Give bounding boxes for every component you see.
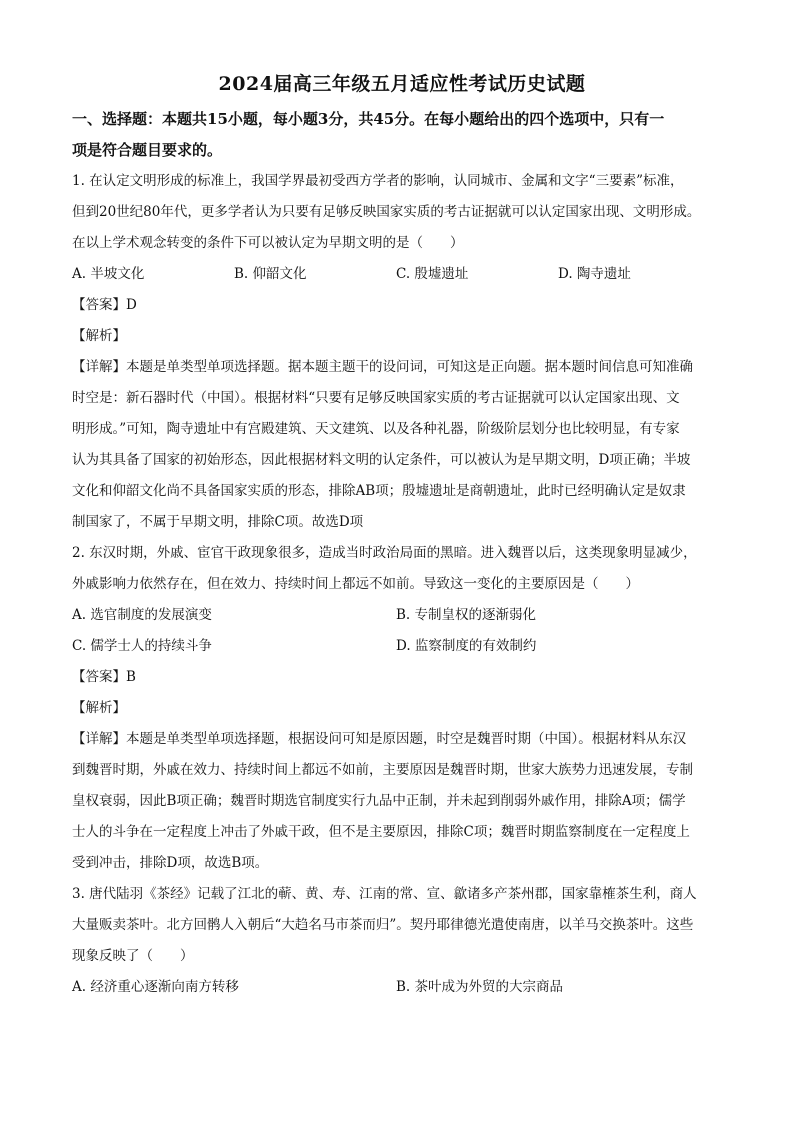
q2-option-c: C. 儒学士人的持续斗争 (72, 638, 212, 654)
q1-detail-line: 文化和仰韶文化尚不具备国家实质的形态，排除AB项；殷墟遗址是商朝遗址，此时已经明确认定是奴隶 (72, 483, 686, 499)
q1-option-c: C. 殷墟遗址 (396, 266, 469, 282)
section-heading-line-2: 项是符合题目要求的。 (72, 141, 223, 159)
q1-detail-line: 明形成。”可知，陶寺遗址中有宫殿建筑、天文建筑、以及各种礼器，阶级阶层划分也比较明显，有专家 (72, 421, 680, 437)
q1-detail-line: 【详解】本题是单类型单项选择题。据本题主题干的设问词，可知这是正向题。据本题时间信息可知准确 (72, 359, 693, 375)
exam-page (72, 70, 732, 1003)
q3-option-a: A. 经济重心逐渐向南方转移 (72, 979, 239, 995)
q2-option-a: A. 选官制度的发展演变 (72, 607, 212, 623)
q1-detail-line: 时空是：新石器时代（中国）。根据材料“只要有足够反映国家实质的考古证据就可以认定国家出现、文 (72, 390, 680, 406)
exam-title: 2024届高三年级五月适应性考试历史试题 (218, 73, 586, 95)
q1-detail-line: 认为其具备了国家的初始形态，因此根据材料文明的认定条件，可以被认为是早期文明，D项正确；半坡 (72, 452, 691, 468)
q2-options-row-1 (72, 600, 732, 631)
q3-stem-line: 现象反映了（ ） (72, 948, 194, 964)
q2-option-b: B. 专制皇权的逐渐弱化 (396, 607, 537, 623)
q1-detail-line: 制国家了，不属于早期文明，排除C项。故选D项 (72, 514, 364, 530)
q3-stem-line: 3. 唐代陆羽《茶经》记载了江北的蕲、黄、寿、江南的常、宣、歙诸多产茶州郡，国家靠榷茶生利，商人 (72, 886, 697, 902)
q2-options-row-2 (72, 631, 732, 662)
q2-detail-line: 士人的斗争在一定程度上冲击了外戚干政，但不是主要原因，排除C项；魏晋时期监察制度在一定程度上 (72, 824, 690, 840)
q3-stem-line: 大量贩卖茶叶。北方回鹘人入朝后“大趋名马市茶而归”。契丹耶律德光遣使南唐，以羊马交换茶叶。这些 (72, 917, 694, 933)
question-2 (72, 538, 732, 879)
q1-option-a: A. 半坡文化 (72, 266, 145, 282)
q1-option-b: B. 仰韶文化 (234, 266, 307, 282)
q2-answer: 【答案】B (72, 669, 136, 685)
q1-stem-line: 1. 在认定文明形成的标准上，我国学界最初受西方学者的影响，认同城市、金属和文字“三要素”标准， (72, 173, 684, 189)
q1-analysis-label: 【解析】 (72, 328, 126, 344)
q3-options-row-1 (72, 972, 732, 1003)
section-heading-line-1: 一、选择题：本题共15小题，每小题3分，共45分。在每小题给出的四个选项中，只有一 (72, 110, 665, 128)
q2-stem-line: 2. 东汉时期，外戚、宦官干政现象很多，造成当时政治局面的黑暗。进入魏晋以后，这类现象明显减少， (72, 545, 697, 561)
q2-stem-line: 外戚影响力依然存在，但在效力、持续时间上都远不如前。导致这一变化的主要原因是（ ） (72, 576, 639, 592)
q3-option-b: B. 茶叶成为外贸的大宗商品 (396, 979, 564, 995)
question-3 (72, 879, 732, 1003)
q2-option-d: D. 监察制度的有效制约 (396, 638, 537, 654)
q2-detail-line: 到魏晋时期，外戚在效力、持续时间上都远不如前，主要原因是魏晋时期，世家大族势力迅速发展，专制 (72, 762, 693, 778)
q1-options (72, 259, 732, 290)
q1-stem-line: 但到20世纪80年代，更多学者认为只要有足够反映国家实质的考古证据就可以认定国家出现、文明形成。 (72, 204, 701, 220)
q1-answer: 【答案】D (72, 297, 137, 313)
q2-detail-line: 【详解】本题是单类型单项选择题，根据设问可知是原因题，时空是魏晋时期（中国）。根据材料从东汉 (72, 731, 687, 747)
q1-option-d: D. 陶寺遗址 (558, 266, 631, 282)
q2-analysis-label: 【解析】 (72, 700, 126, 716)
q1-stem-line: 在以上学术观念转变的条件下可以被认定为早期文明的是（ ） (72, 235, 464, 251)
question-1 (72, 166, 732, 538)
q2-detail-line: 皇权衰弱，因此B项正确；魏晋时期选官制度实行九品中正制，并未起到削弱外戚作用，排除A项；儒学 (72, 793, 686, 809)
q2-detail-line: 受到冲击，排除D项，故选B项。 (72, 855, 269, 871)
